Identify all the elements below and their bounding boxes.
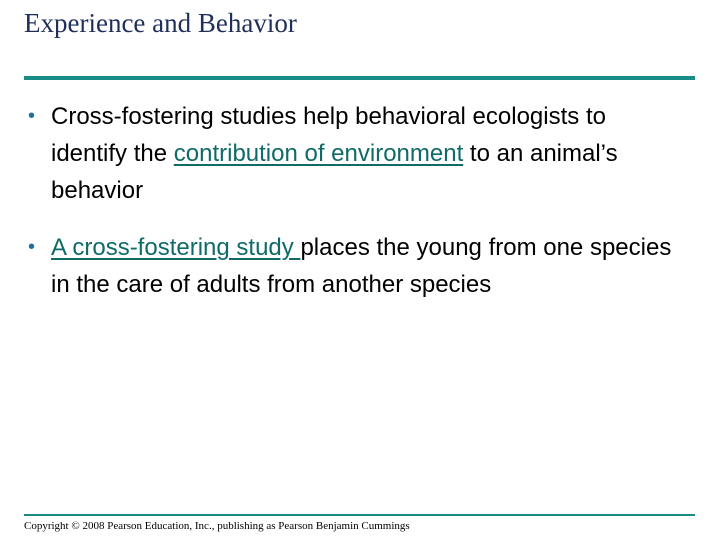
bullet-text-continued: places the young from one species in the care of adults from another species xyxy=(51,234,672,298)
bullet-emphasis-term: A cross-fostering study xyxy=(51,234,301,261)
bullet-item-cross-fostering-study xyxy=(28,229,678,303)
bullet-text: Cross-fostering studies help behavioral ecologists to identify the xyxy=(51,103,606,167)
title-divider xyxy=(24,76,695,80)
bullet-list xyxy=(28,98,678,303)
bullet-emphasis-term: contribution of environment xyxy=(173,140,464,167)
bullet-icon: • xyxy=(28,236,36,258)
footer-divider xyxy=(24,514,695,516)
copyright-notice: Copyright © 2008 Pearson Education, Inc., publishing as Pearson Benjamin Cummings xyxy=(24,520,410,532)
bullet-text-continued: to an animal’s behavior xyxy=(51,140,618,204)
slide-title: Experience and Behavior xyxy=(24,8,297,38)
bullet-icon: • xyxy=(28,105,36,127)
bullet-item-cross-fostering-studies xyxy=(28,98,678,209)
